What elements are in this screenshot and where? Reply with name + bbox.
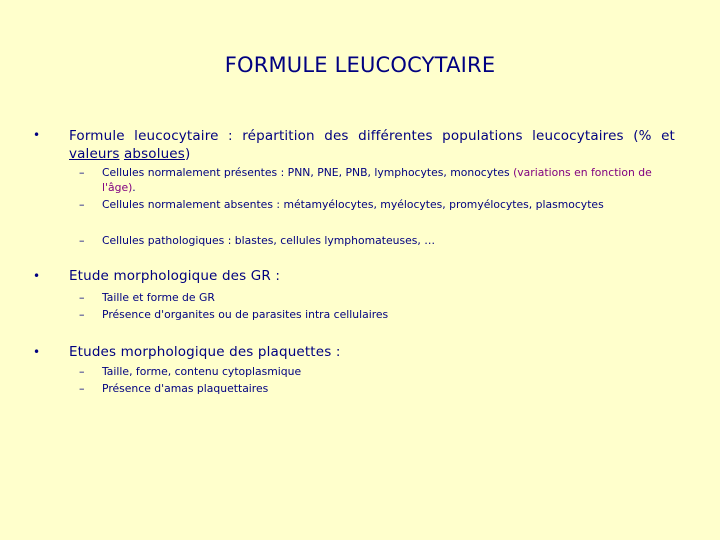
- dash-icon: –: [79, 365, 85, 378]
- heading-text: Formule leucocytaire : répartition des différentes populations leucocytaires (% et: [69, 128, 675, 144]
- bullet-icon: •: [33, 269, 41, 283]
- dash-icon: –: [79, 234, 85, 247]
- dash-icon: –: [79, 198, 85, 211]
- section-heading-formule: Formule leucocytaire : répartition des différentes populations leucocytaires (% et valeurs absolues): [69, 128, 675, 162]
- heading-underlined-absolues: absolues: [123, 145, 185, 162]
- dash-icon: –: [79, 308, 85, 321]
- dash-icon: –: [79, 291, 85, 304]
- dash-icon: –: [79, 166, 85, 179]
- slide-title: FORMULE LEUCOCYTAIRE: [224, 53, 496, 77]
- list-item-amas: Présence d'amas plaquettaires: [102, 382, 269, 395]
- heading-underlined-valeurs: valeurs: [69, 145, 120, 162]
- bullet-icon: •: [33, 128, 41, 142]
- list-item-cellules-presentes: Cellules normalement présentes : PNN, PNE, PNB, lymphocytes, monocytes (variations en fonction de l'âge).: [102, 166, 652, 194]
- list-item-cellules-pathologiques: Cellules pathologiques : blastes, cellules lymphomateuses, …: [102, 234, 435, 247]
- section-heading-gr: Etude morphologique des GR :: [69, 268, 281, 284]
- list-item-organites: Présence d'organites ou de parasites intra cellulaires: [102, 308, 389, 321]
- list-item-cellules-absentes: Cellules normalement absentes : métamyélocytes, myélocytes, promyélocytes, plasmocytes: [102, 198, 604, 211]
- section-heading-plaquettes: Etudes morphologique des plaquettes :: [69, 344, 341, 360]
- bullet-icon: •: [33, 345, 41, 359]
- variation-note: (variations en fonction de l'âge): [102, 166, 652, 194]
- list-item-taille-plaquettes: Taille, forme, contenu cytoplasmique: [102, 365, 302, 378]
- dash-icon: –: [79, 382, 85, 395]
- list-item-taille-gr: Taille et forme de GR: [102, 291, 215, 304]
